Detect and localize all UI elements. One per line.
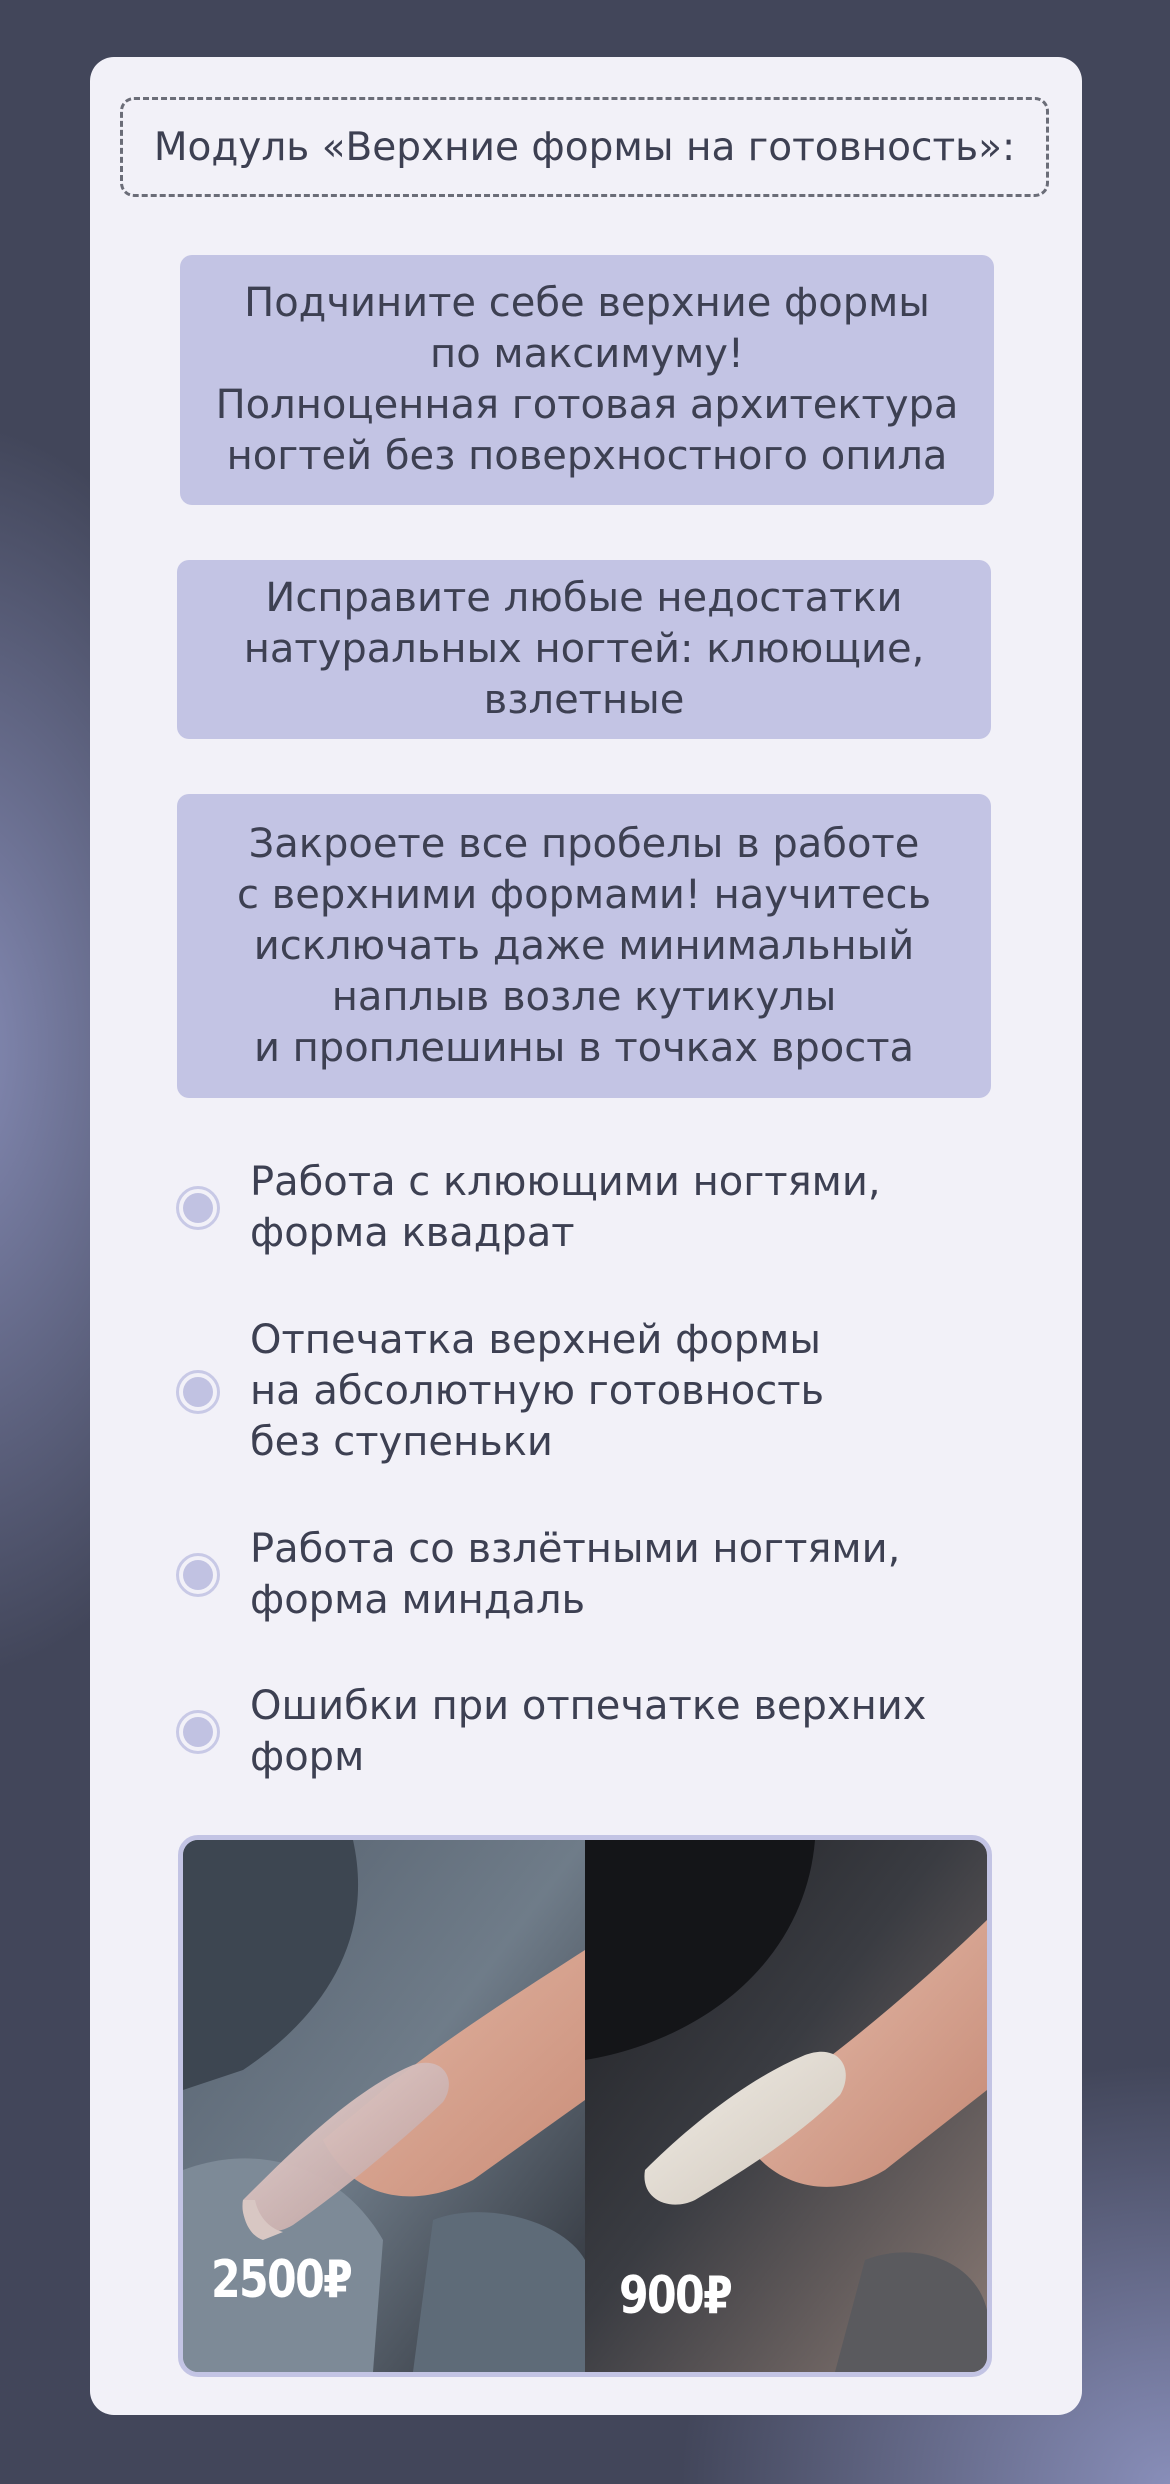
nail-photos: [178, 1835, 992, 2377]
highlight-box-1: [180, 255, 994, 505]
highlight-box-2: [177, 560, 991, 739]
list-item-label: Ошибки при отпечатке верхних форм: [250, 1683, 927, 1780]
module-title: [120, 97, 1049, 197]
highlight-text: Исправите любые недостатки натуральных ногтей: клюющие, взлетные: [243, 575, 925, 723]
list-item-label: Работа со взлётными ногтями, форма миндаль: [250, 1526, 901, 1623]
list-item-label: Работа с клюющими ногтями, форма квадрат: [250, 1159, 881, 1256]
nail-photo-almond: [585, 1840, 987, 2372]
circle-bullet-icon: [176, 1710, 220, 1754]
price-label: 900₽: [619, 2266, 732, 2326]
list-item: [176, 1524, 1036, 1626]
price-label: 2500₽: [211, 2250, 352, 2310]
module-title-text: Модуль «Верхние формы на готовность»:: [153, 124, 1016, 170]
content-card: [90, 57, 1082, 2415]
circle-bullet-icon: [176, 1186, 220, 1230]
circle-bullet-icon: [176, 1370, 220, 1414]
highlight-box-3: [177, 794, 991, 1098]
list-item: [176, 1681, 1036, 1783]
highlight-text: Подчините себе верхние формы по максимуму! Полноценная готовая архитектура ногтей без поверхностного опила: [215, 280, 959, 479]
circle-bullet-icon: [176, 1553, 220, 1597]
list-item-label: Отпечатка верхней формы на абсолютную готовность без ступеньки: [250, 1317, 825, 1465]
list-item: [176, 1157, 1036, 1259]
highlight-text: Закроете все пробелы в работе с верхними формами! научитесь исключать даже минимальный наплыв возле кутикулы и проплешины в точках вроста: [236, 820, 932, 1071]
list-item: [176, 1315, 1036, 1468]
nail-photo-square: [183, 1840, 585, 2372]
